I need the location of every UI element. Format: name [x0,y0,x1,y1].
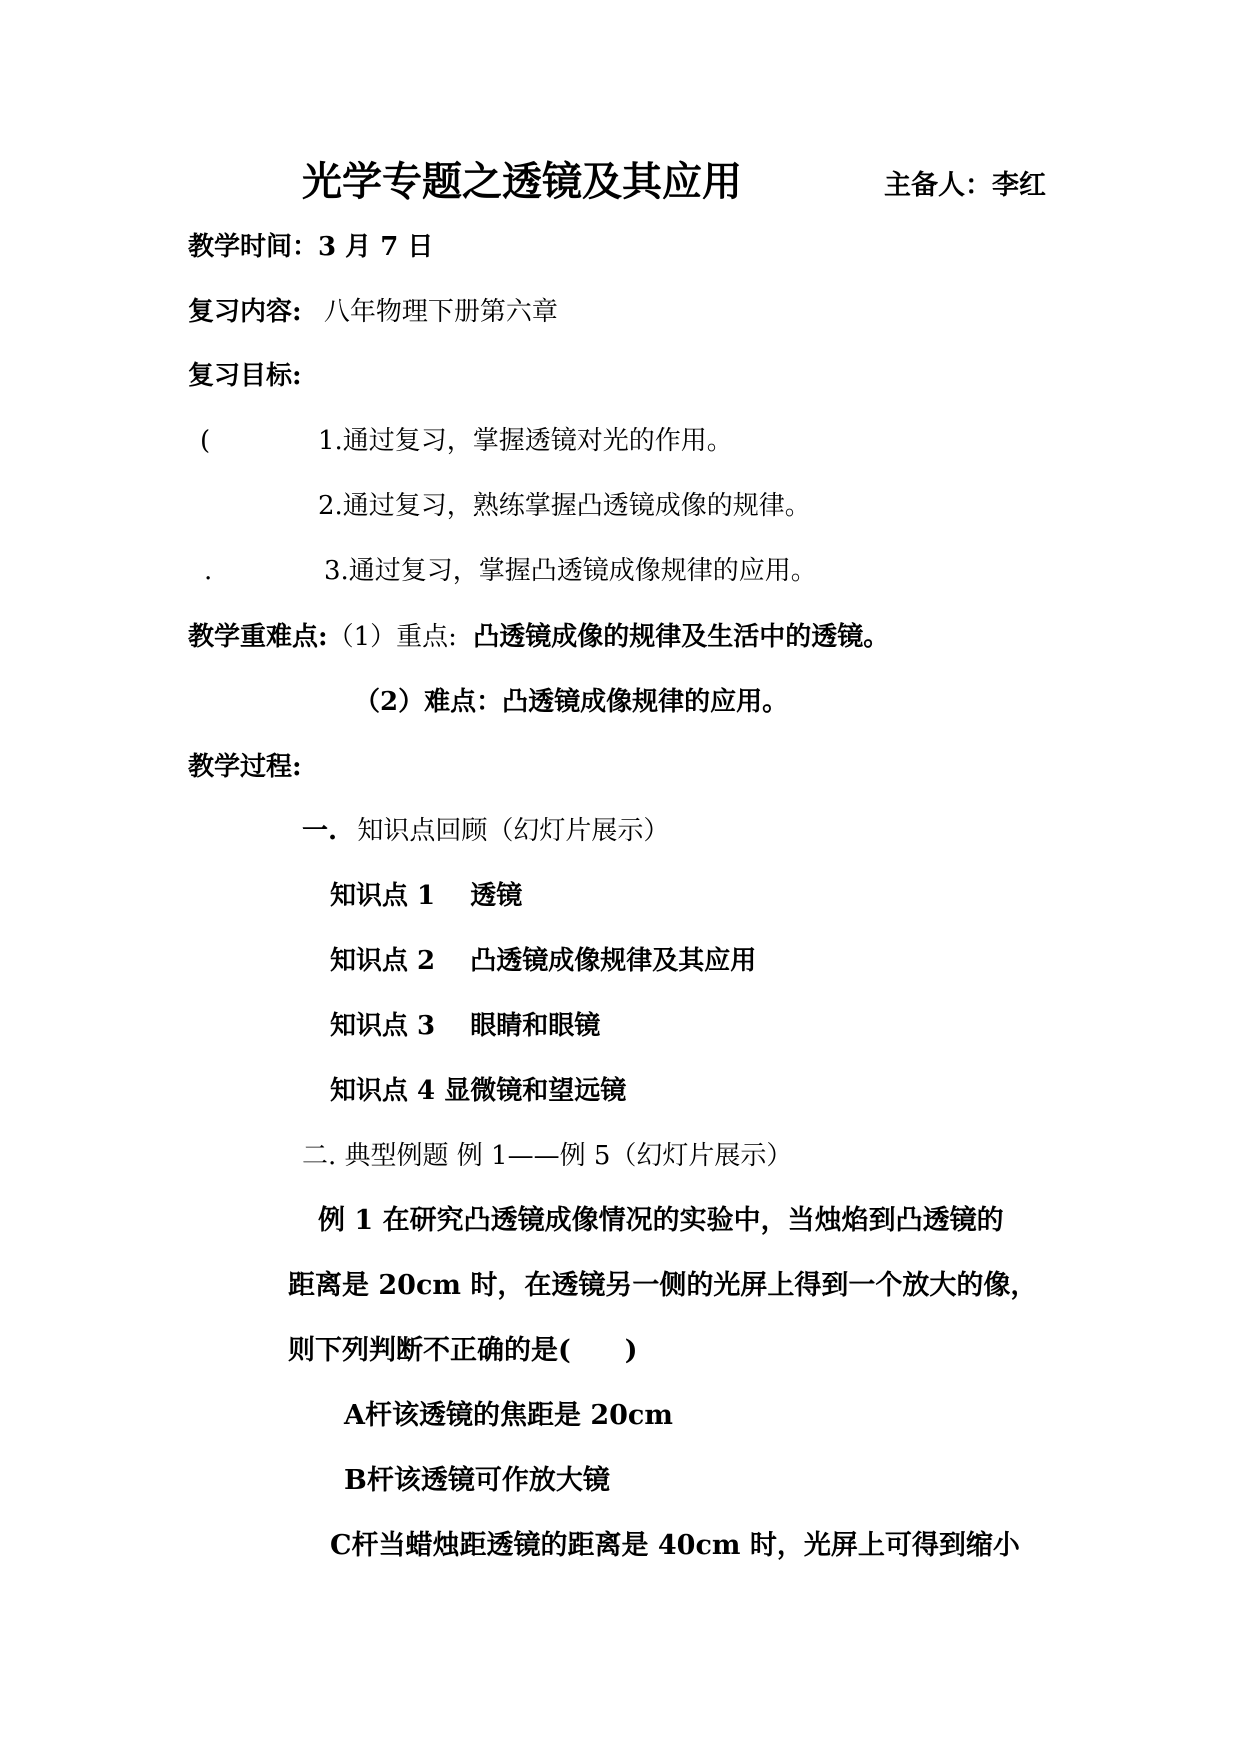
review-content-value: 八年物理下册第六章 [323,297,558,327]
key-point-value: 凸透镜成像的规律及生活中的透镜。 [473,622,890,652]
knowledge-point-4: 知识点 4 显微镜和望远镜 [330,1076,627,1106]
example-1-option-c: C杆当蜡烛距透镜的距离是 40cm 时，光屏上可得到缩小 [330,1530,1020,1561]
key-points-label: 教学重难点: [188,622,328,652]
teaching-process-label: 教学过程: [188,752,302,782]
teaching-time-label: 教学时间： [188,232,319,262]
goal-item-2: 2.通过复习，熟练掌握凸透镜成像的规律。 [318,491,811,521]
section-1-text: 知识点回顾（幻灯片展示） [357,816,670,846]
example-1-line-3: 则下列判断不正确的是( ) [288,1335,638,1366]
goal-item-3: 3.通过复习，掌握凸透镜成像规律的应用。 [324,556,817,586]
example-1-option-a: A杆该透镜的焦距是 20cm [344,1400,673,1431]
teaching-time-row [188,230,433,264]
goal-marker-1: ( [200,426,211,456]
review-content-label: 复习内容: [188,297,302,327]
knowledge-point-2: 知识点 2 凸透镜成像规律及其应用 [330,946,757,976]
section-1-number: 一. [302,816,338,846]
section-2-heading: 二. 典型例题 例 1——例 5（幻灯片展示） [302,1141,793,1171]
difficulty-point: （2）难点：凸透镜成像规律的应用。 [354,687,789,717]
key-points-row [188,620,889,654]
goal-item-1: 1.通过复习，掌握透镜对光的作用。 [318,426,733,456]
document-title: 光学专题之透镜及其应用 [302,158,742,205]
section-1-heading [302,814,669,848]
author-line: 主备人：李红 [884,170,1046,201]
example-1-line-1: 例 1 在研究凸透镜成像情况的实验中，当烛焰到凸透镜的 [318,1205,1004,1236]
teaching-time-value: 3 月 7 日 [318,232,434,262]
goal-marker-3: . [204,556,213,586]
review-goals-label: 复习目标: [188,361,302,391]
knowledge-point-1: 知识点 1 透镜 [330,881,523,911]
knowledge-point-3: 知识点 3 眼睛和眼镜 [330,1011,601,1041]
key-point-label: （1）重点: [327,622,457,652]
example-1-option-b: B杆该透镜可作放大镜 [344,1465,610,1496]
example-1-line-2: 距离是 20cm 时，在透镜另一侧的光屏上得到一个放大的像， [288,1270,1038,1301]
review-content-row [188,295,558,329]
